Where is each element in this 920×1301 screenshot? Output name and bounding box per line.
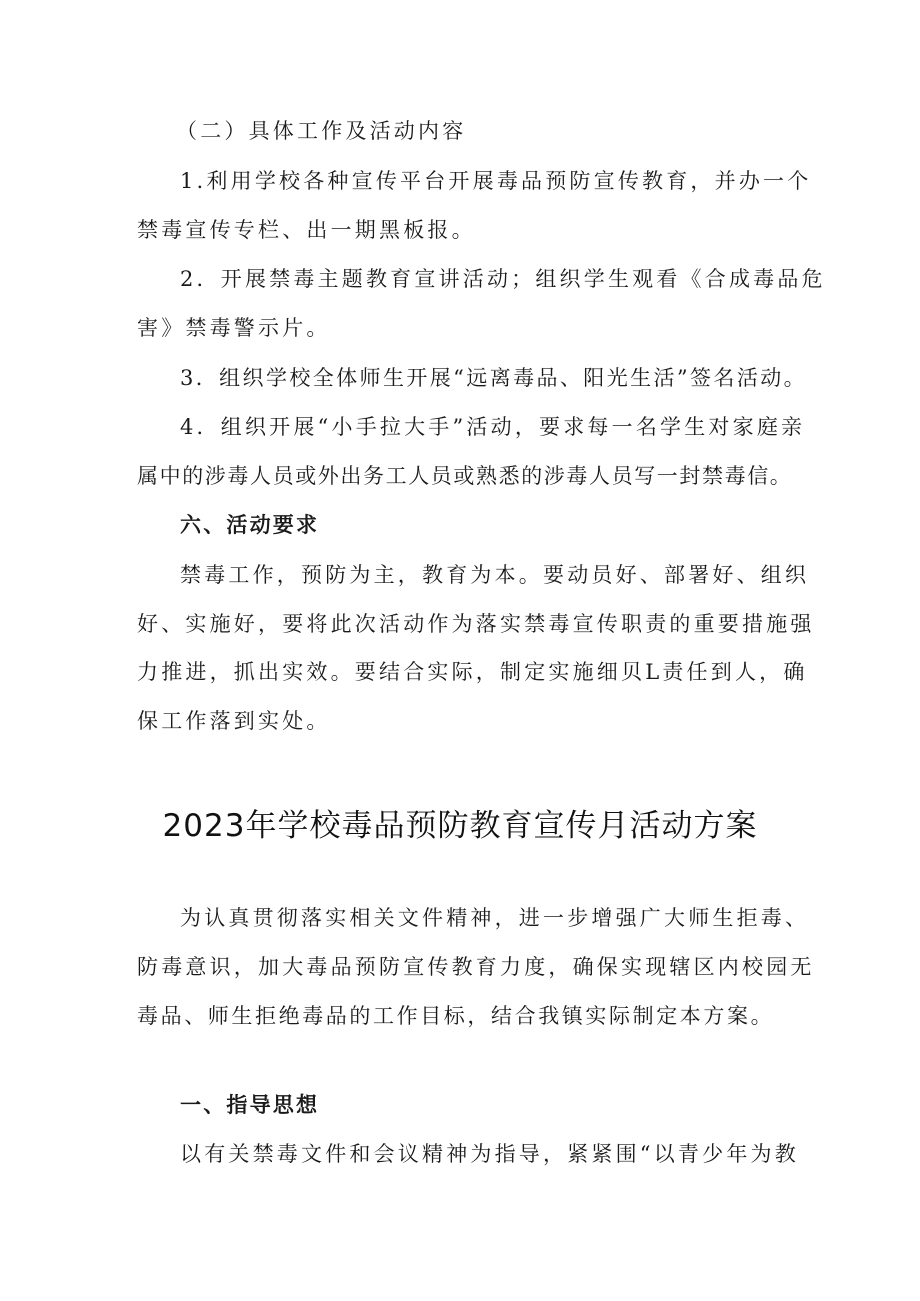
document-title: 2023年学校毒品预防教育宣传月活动方案 (162, 808, 758, 844)
section-heading-guiding-ideology: 一、指导思想 (180, 1093, 320, 1117)
intro-line-1: 为认真贯彻落实相关文件精神，进一步增强广大师生拒毒、 (180, 906, 810, 930)
requirements-line-4: 保工作落到实处。 (137, 709, 331, 733)
intro-line-2: 防毒意识，加大毒品预防宣传教育力度，确保实现辖区内校园无 (137, 955, 815, 979)
item-1-line-1: 1.利用学校各种宣传平台开展毒品预防宣传教育，并办一个 (180, 169, 812, 193)
section-heading-requirements: 六、活动要求 (180, 513, 320, 537)
requirements-line-2: 好、实施好，要将此次活动作为落实禁毒宣传职责的重要措施强 (137, 612, 815, 636)
intro-line-3: 毒品、师生拒绝毒品的工作目标，结合我镇实际制定本方案。 (137, 1004, 775, 1028)
guiding-ideology-line-1: 以有关禁毒文件和会议精神为指导，紧紧围“以青少年为教 (180, 1142, 799, 1166)
item-4-line-1: 4．组织开展“小手拉大手”活动，要求每一名学生对家庭亲 (180, 415, 806, 439)
requirements-line-1: 禁毒工作，预防为主，教育为本。要动员好、部署好、组织 (180, 563, 810, 587)
requirements-line-3: 力推进，抓出实效。要结合实际，制定实施细贝L责任到人，确 (137, 660, 808, 684)
item-1-line-2: 禁毒宣传专栏、出一期黑板报。 (137, 218, 476, 242)
item-2-line-2: 害》禁毒警示片。 (137, 316, 331, 340)
item-2-line-1: 2．开展禁毒主题教育宣讲活动；组织学生观看《合成毒品危 (180, 267, 826, 291)
item-4-line-2: 属中的涉毒人员或外出务工人员或熟悉的涉毒人员写一封禁毒信。 (137, 464, 793, 488)
item-3-line-1: 3．组织学校全体师生开展“远离毒品、阳光生活”签名活动。 (180, 366, 808, 390)
subheading-work-content: （二）具体工作及活动内容 (176, 119, 467, 143)
